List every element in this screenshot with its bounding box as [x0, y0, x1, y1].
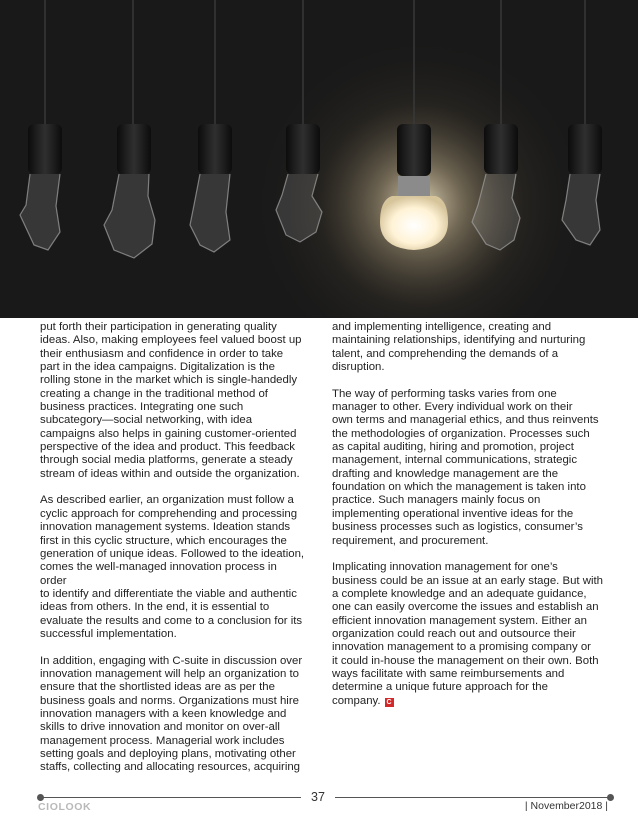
paragraph-final: [332, 561, 604, 708]
paragraph-final-text: Implicating innovation management for one’s business could be an issue at an early stage. But with a complete knowledge and an adequate guidance, one can easily overcome the issues and establish an efficient innovation management system. Either an organization could reach out and outsource their innovation management to a promising company or it could in-house the management on their own. Both ways facilitate with same reimbursements and determine a unique future approach for the company.: [332, 561, 604, 707]
page-number: 37: [301, 788, 335, 806]
footer-dot-icon: [607, 794, 614, 801]
hero-image: [0, 0, 638, 318]
paragraph: In addition, engaging with C-suite in discussion over innovation management will help an organization to ensure that the shortlisted ideas are as per the business goals and norms. Organizations must hire innovation managers with a keen knowledge and skills to drive innovation and monitor on over-all management process. Managerial work includes setting goals and deploying plans, motivating other staffs, collecting and allocating resources, acquiring: [40, 654, 303, 774]
end-of-article-icon: C: [386, 698, 392, 706]
paragraph: put forth their participation in generating quality ideas. Also, making employees feel valued boost up their enthusiasm and confidence in order to take part in the idea campaigns. Digitalization is the rolling stone in the market which is single-handedly creating a change in the traditional method of business practices. Integrating one such subcategory—social networking, with idea campaigns also helps in gaining customer-oriented perspective of the idea and product. This feedback through social media platforms, generate a steady stream of ideas within and outside the organization.: [40, 321, 302, 480]
issue-label: | November2018 |: [524, 800, 608, 812]
paragraph: and implementing intelligence, creating and maintaining relationships, identifying and nurturing talent, and comprehending the demands of a disruption.: [332, 321, 586, 374]
article-column-right: [332, 321, 604, 721]
paragraph: As described earlier, an organization must follow a cyclic approach for comprehending and processing innovation management systems. Ideation stands first in this cyclic structure, which encourages the generation of unique ideas. Followed to the ideation, comes the well-managed innovation process in order to identify and differentiate the viable and authentic ideas from others. In the end, it is essential to evaluate the results and come to a conclusion for its successful implementation.: [40, 494, 305, 640]
article-body: [0, 318, 638, 788]
footer-dot-icon: [37, 794, 44, 801]
article-column-left: [40, 321, 306, 788]
page-footer: [0, 788, 638, 837]
brand-logo: CIOLOOK: [38, 801, 92, 813]
paragraph: The way of performing tasks varies from one manager to other. Every individual work on their own terms and managerial ethics, and thus reinvents the methodologies of organization. Processes such as capital auditing, hiring and promotion, project management, internal communications, strategic drafting and knowledge management are the foundation on which the management is taken into practice. Such managers mainly focus on implementing operational inventive ideas for the business processes such as logistics, consumer’s requirement, and procurement.: [332, 387, 599, 547]
